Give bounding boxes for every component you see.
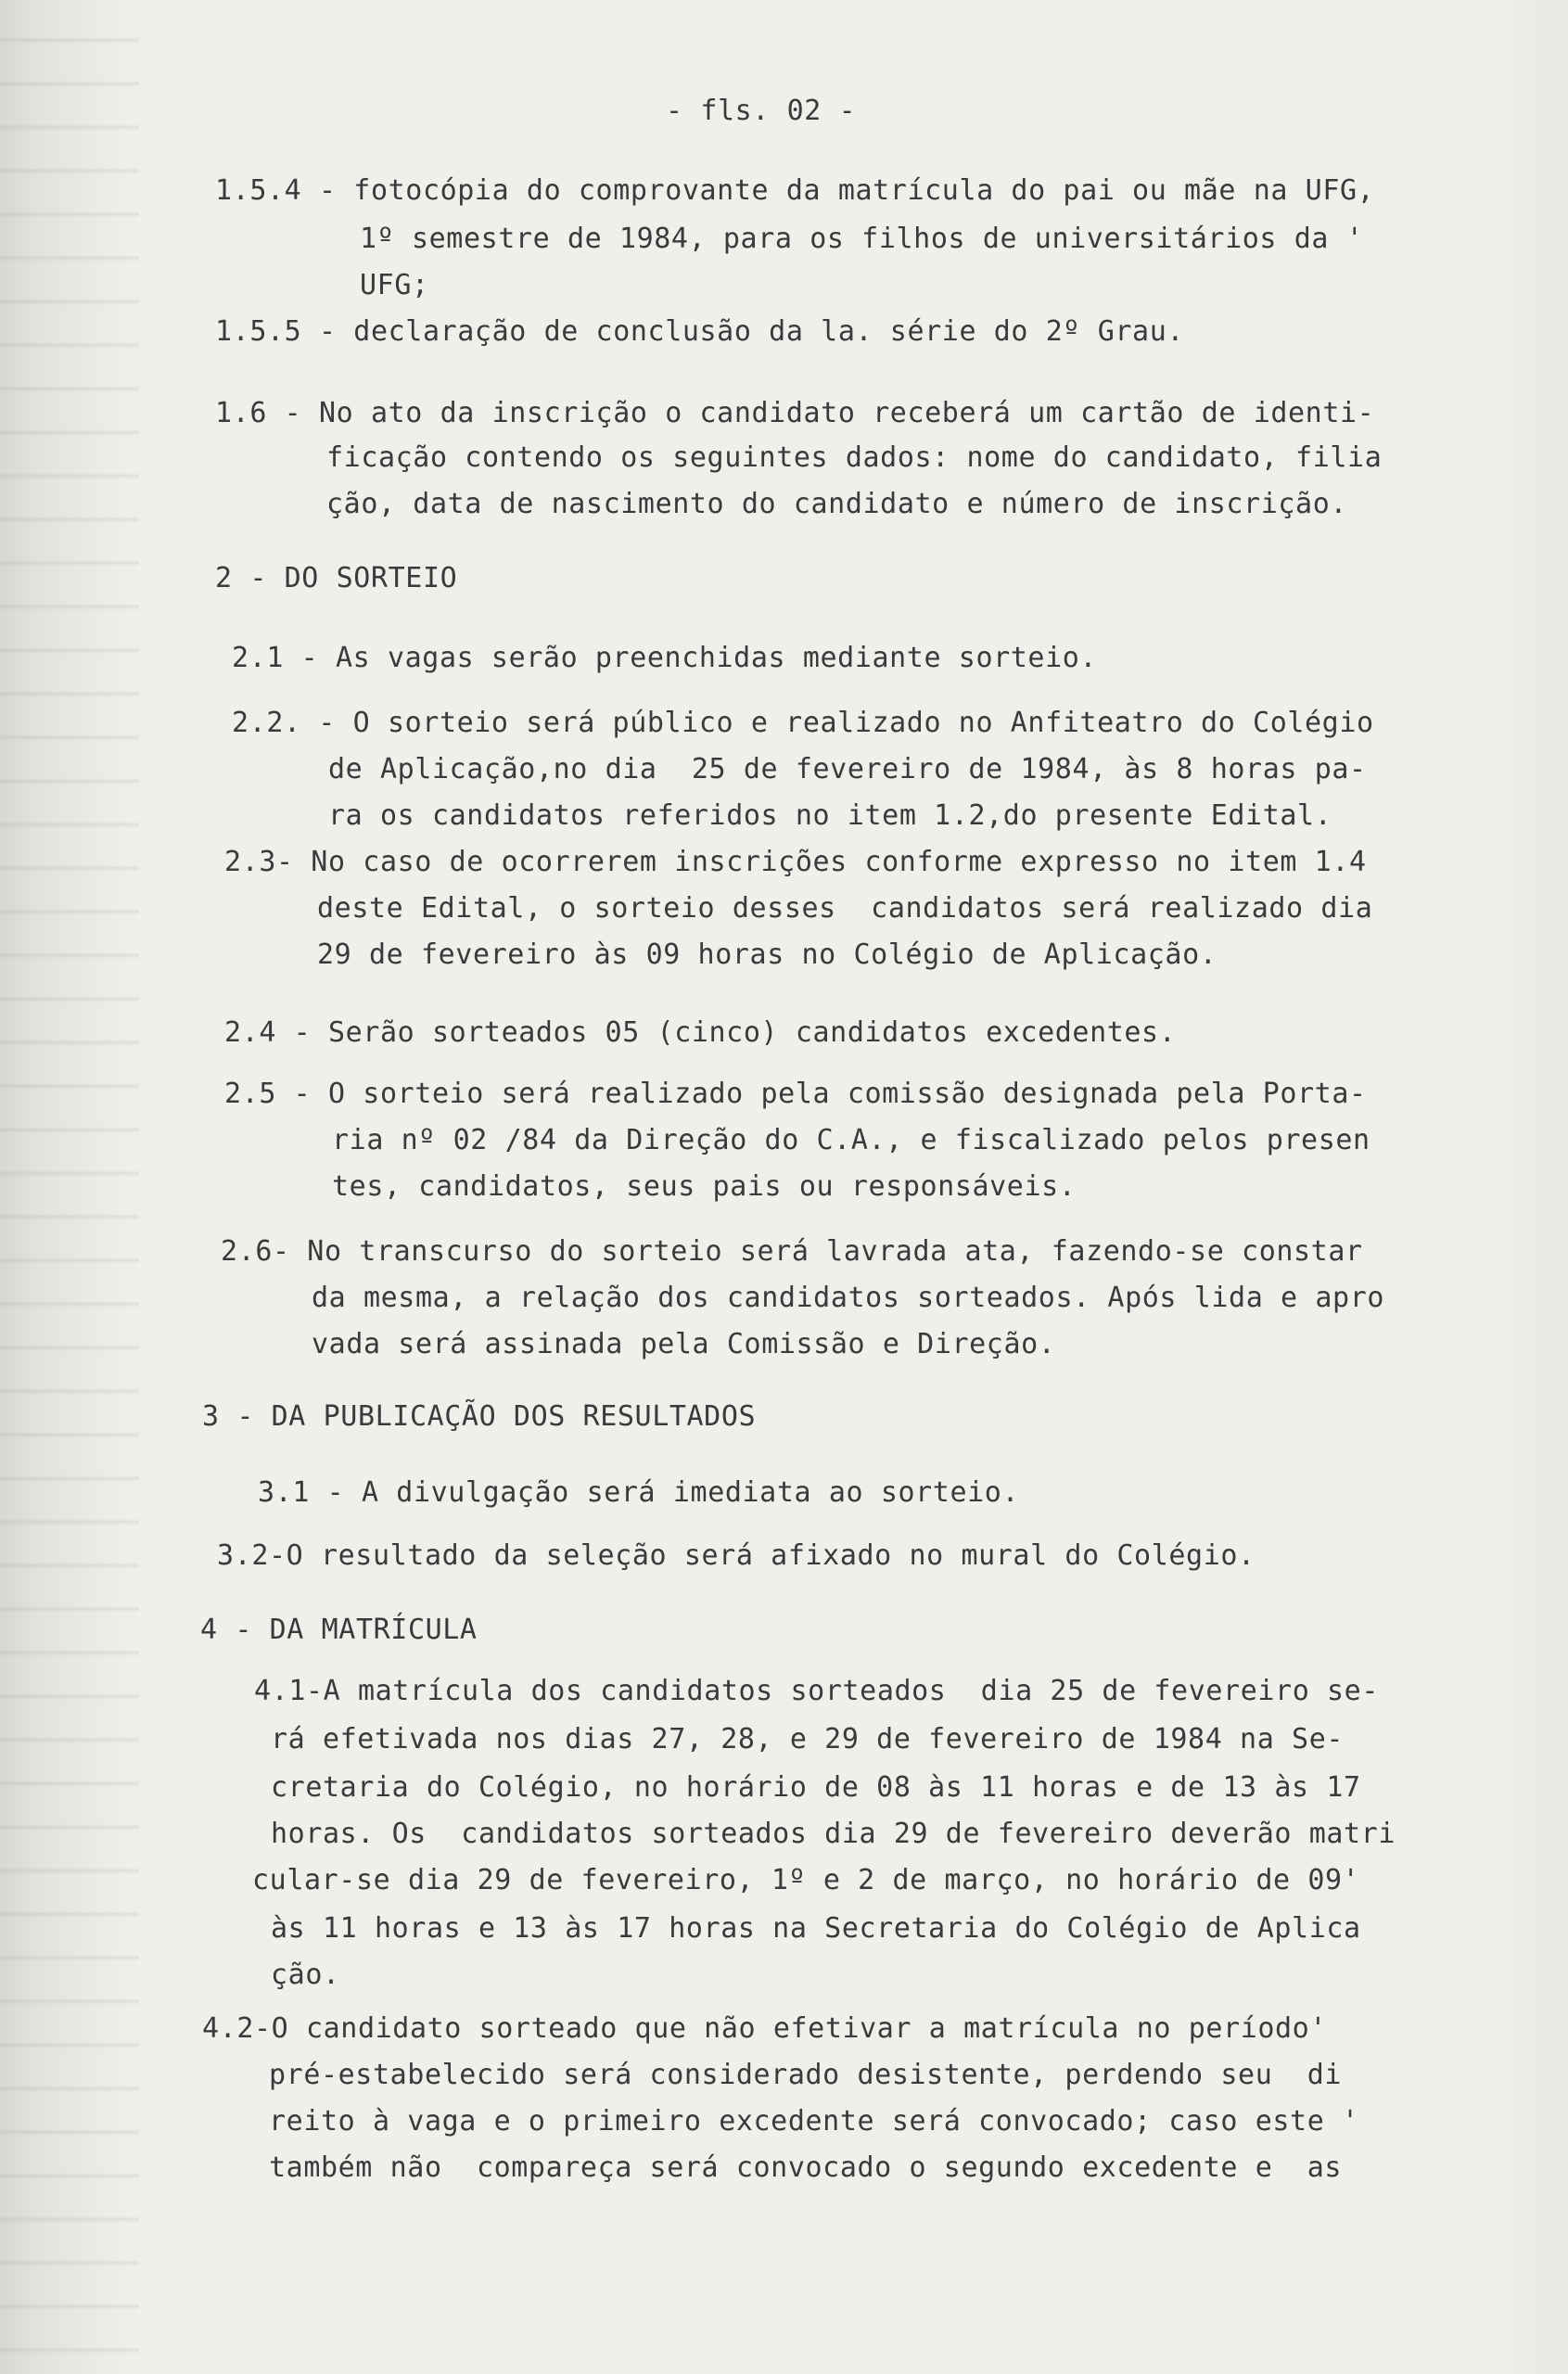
text-line: pré-estabelecido será considerado desistente, perdendo seu di xyxy=(269,2059,1343,2091)
text-line: UFG; xyxy=(360,269,429,301)
text-line: cretaria do Colégio, no horário de 08 às 11 horas e de 13 às 17 xyxy=(271,1771,1361,1804)
text-line: 1.5.4 - fotocópia do comprovante da matrícula do pai ou mãe na UFG, xyxy=(215,174,1375,207)
text-line: ção. xyxy=(271,1959,340,1991)
text-line: às 11 horas e 13 às 17 horas na Secretaria do Colégio de Aplica xyxy=(271,1912,1361,1945)
text-line: 1.6 - No ato da inscrição o candidato receberá um cartão de identi- xyxy=(215,397,1375,429)
text-line: 2.3- No caso de ocorrerem inscrições conforme expresso no item 1.4 xyxy=(224,846,1367,878)
text-line: também não compareça será convocado o segundo excedente e as xyxy=(269,2151,1343,2184)
text-line: 2.6- No transcurso do sorteio será lavrada ata, fazendo-se constar xyxy=(221,1235,1363,1268)
text-line: ficação contendo os seguintes dados: nome do candidato, filia xyxy=(326,441,1383,474)
text-line: 4.1-A matrícula dos candidatos sorteados dia 25 de fevereiro se- xyxy=(254,1675,1379,1707)
text-line: de Aplicação,no dia 25 de fevereiro de 1984, às 8 horas pa- xyxy=(328,753,1367,785)
text-line: 1.5.5 - declaração de conclusão da la. série do 2º Grau. xyxy=(215,315,1185,348)
text-line: reito à vaga e o primeiro excedente será convocado; caso este ' xyxy=(269,2105,1359,2138)
text-line: da mesma, a relação dos candidatos sorteados. Após lida e apro xyxy=(312,1282,1385,1314)
text-line: vada será assinada pela Comissão e Direção. xyxy=(312,1328,1056,1360)
text-line: 3.2-O resultado da seleção será afixado no mural do Colégio. xyxy=(217,1539,1256,1572)
text-line: 29 de fevereiro às 09 horas no Colégio de Aplicação. xyxy=(317,938,1217,971)
page-number: - fls. 02 - xyxy=(666,95,857,127)
text-line: 3.1 - A divulgação será imediata ao sorteio. xyxy=(258,1476,1020,1509)
text-line: horas. Os candidatos sorteados dia 29 de fevereiro deverão matri xyxy=(271,1818,1396,1850)
text-line: 2.1 - As vagas serão preenchidas mediante sorteio. xyxy=(232,642,1098,674)
text-line: rá efetivada nos dias 27, 28, e 29 de fevereiro de 1984 na Se- xyxy=(271,1723,1345,1755)
text-line: 2.4 - Serão sorteados 05 (cinco) candidatos excedentes. xyxy=(224,1016,1177,1049)
text-line: ra os candidatos referidos no item 1.2,do presente Edital. xyxy=(328,799,1332,832)
text-line: tes, candidatos, seus pais ou responsáveis. xyxy=(332,1170,1077,1203)
text-line: 4.2-O candidato sorteado que não efetivar a matrícula no período' xyxy=(202,2012,1327,2045)
section-heading: 3 - DA PUBLICAÇÃO DOS RESULTADOS xyxy=(202,1400,757,1433)
text-line: deste Edital, o sorteio desses candidatos será realizado dia xyxy=(317,892,1373,925)
text-line: 2.5 - O sorteio será realizado pela comissão designada pela Porta- xyxy=(224,1078,1367,1110)
section-heading: 2 - DO SORTEIO xyxy=(215,562,458,594)
text-line: ria nº 02 /84 da Direção do C.A., e fiscalizado pelos presen xyxy=(332,1124,1370,1156)
text-line: ção, data de nascimento do candidato e número de inscrição. xyxy=(326,488,1348,520)
text-line: cular-se dia 29 de fevereiro, 1º e 2 de março, no horário de 09' xyxy=(252,1864,1360,1896)
section-heading: 4 - DA MATRÍCULA xyxy=(200,1614,478,1646)
text-line: 1º semestre de 1984, para os filhos de universitários da ' xyxy=(360,223,1364,255)
text-line: 2.2. - O sorteio será público e realizado no Anfiteatro do Colégio xyxy=(232,707,1374,739)
scan-edge-shadow xyxy=(0,0,139,2374)
